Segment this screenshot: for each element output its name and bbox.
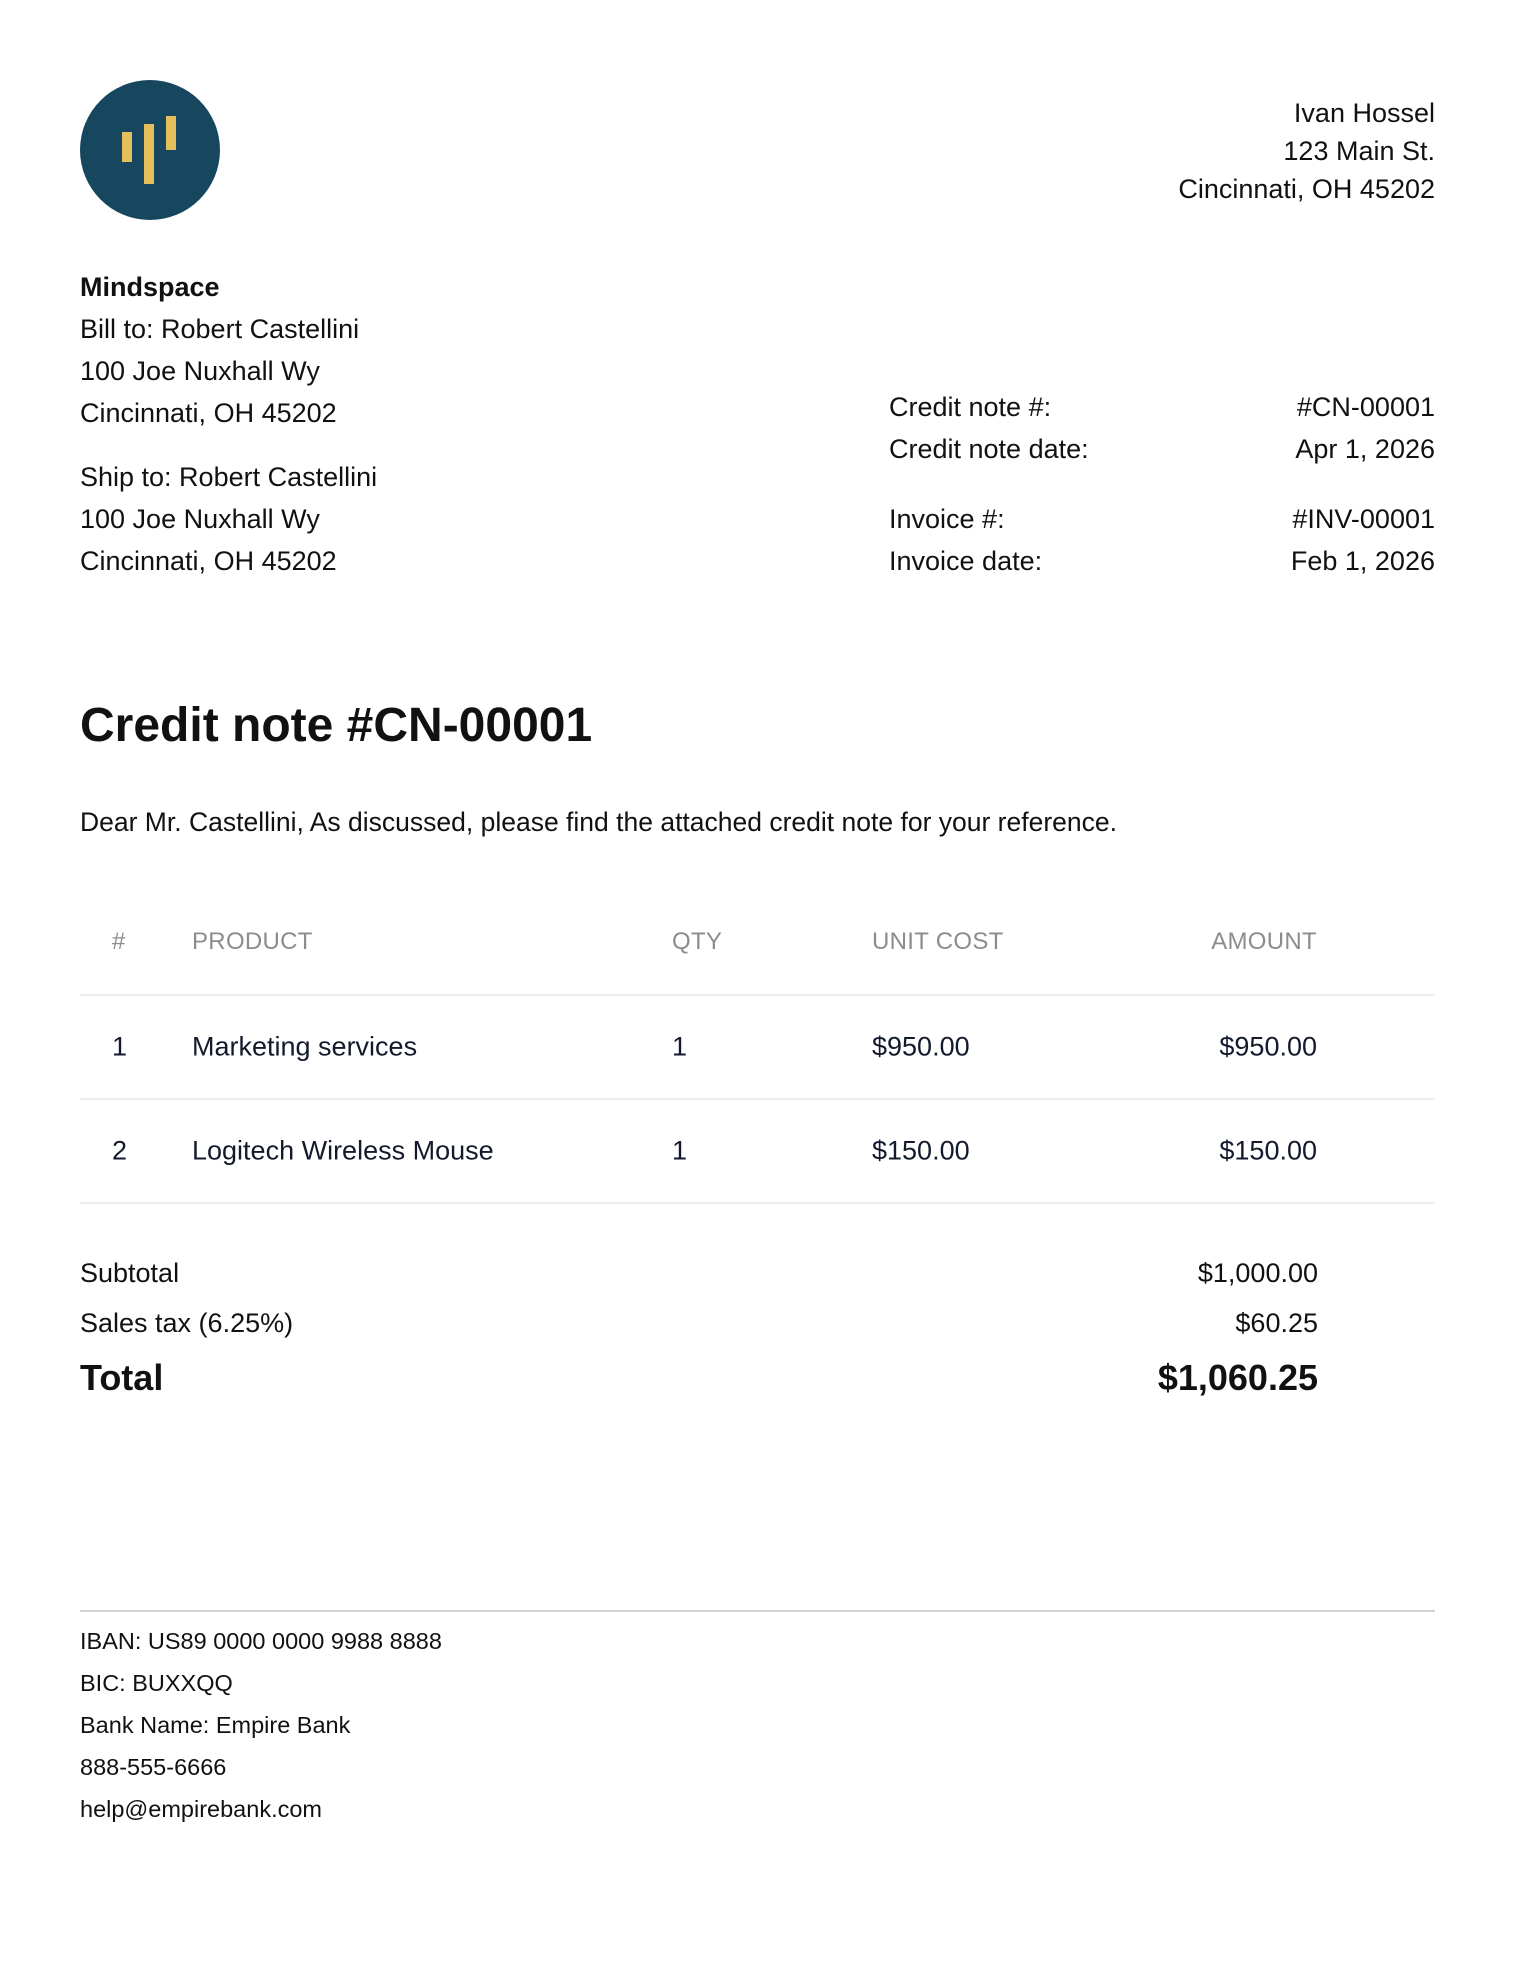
credit-note-number-row xyxy=(889,386,1435,428)
row-product: Logitech Wireless Mouse xyxy=(192,1135,494,1166)
bank-details xyxy=(80,1620,442,1830)
credit-note-number: #CN-00001 xyxy=(1296,392,1435,422)
bank-name: Bank Name: Empire Bank xyxy=(80,1712,351,1738)
header-unit-cost: UNIT COST xyxy=(872,928,1004,955)
invoice-date-row xyxy=(889,540,1435,582)
row-num: 2 xyxy=(112,1135,128,1166)
ship-to-line1: 100 Joe Nuxhall Wy xyxy=(80,504,320,534)
total-value: $1,060.25 xyxy=(1157,1357,1318,1398)
bill-to-line1: 100 Joe Nuxhall Wy xyxy=(80,356,320,386)
subtotal-label: Subtotal xyxy=(80,1258,180,1288)
invoice-meta xyxy=(889,498,1435,582)
invoice-number: #INV-00001 xyxy=(1292,504,1435,534)
credit-note-date: Apr 1, 2026 xyxy=(1295,434,1435,464)
page-title: Credit note #CN-00001 xyxy=(80,699,593,752)
credit-note-meta xyxy=(889,386,1435,470)
credit-note-date-row xyxy=(889,428,1435,470)
table-row xyxy=(80,1100,1435,1204)
row-amount: $950.00 xyxy=(1219,1031,1317,1062)
header-product: PRODUCT xyxy=(192,928,313,955)
header-amount: AMOUNT xyxy=(1211,928,1317,955)
row-qty: 1 xyxy=(672,1031,688,1062)
ship-to-block xyxy=(80,456,377,582)
invoice-number-label: Invoice #: xyxy=(889,504,1005,534)
bill-to-block xyxy=(80,266,359,434)
tax-value: $60.25 xyxy=(1235,1308,1318,1338)
table-row xyxy=(80,996,1435,1100)
subtotal-row xyxy=(80,1248,1318,1298)
row-num: 1 xyxy=(112,1031,128,1062)
footer-divider xyxy=(80,1610,1435,1612)
credit-note-number-label: Credit note #: xyxy=(889,392,1052,422)
bic: BIC: BUXXQQ xyxy=(80,1670,233,1696)
row-amount: $150.00 xyxy=(1219,1135,1317,1166)
invoice-date-label: Invoice date: xyxy=(889,546,1043,576)
table-header xyxy=(80,890,1435,996)
iban: IBAN: US89 0000 0000 9988 8888 xyxy=(80,1628,442,1654)
total-row xyxy=(80,1348,1318,1408)
header-num: # xyxy=(112,928,126,955)
bank-phone: 888-555-6666 xyxy=(80,1754,227,1780)
bill-to-name: Bill to: Robert Castellini xyxy=(80,314,360,344)
client-company: Mindspace xyxy=(80,272,220,302)
company-logo xyxy=(80,80,220,220)
totals-block xyxy=(80,1248,1318,1408)
intro-message: Dear Mr. Castellini, As discussed, please find the attached credit note for your reference. xyxy=(80,807,1117,837)
total-label: Total xyxy=(80,1357,164,1398)
bill-to-line2: Cincinnati, OH 45202 xyxy=(80,398,337,428)
line-items-table xyxy=(80,890,1435,1204)
ship-to-name: Ship to: Robert Castellini xyxy=(80,462,378,492)
invoice-number-row xyxy=(889,498,1435,540)
tax-row xyxy=(80,1298,1318,1348)
row-unit-cost: $150.00 xyxy=(872,1135,970,1166)
row-qty: 1 xyxy=(672,1135,688,1166)
header-qty: QTY xyxy=(672,928,723,955)
credit-note-date-label: Credit note date: xyxy=(889,434,1089,464)
sender-address-line1: 123 Main St. xyxy=(1283,136,1435,166)
row-unit-cost: $950.00 xyxy=(872,1031,970,1062)
ship-to-line2: Cincinnati, OH 45202 xyxy=(80,546,337,576)
row-product: Marketing services xyxy=(192,1031,418,1062)
bank-email: help@empirebank.com xyxy=(80,1796,322,1822)
sender-address xyxy=(1178,94,1435,208)
invoice-date: Feb 1, 2026 xyxy=(1290,546,1435,576)
subtotal-value: $1,000.00 xyxy=(1197,1258,1318,1288)
sender-name: Ivan Hossel xyxy=(1293,98,1435,128)
sender-address-line2: Cincinnati, OH 45202 xyxy=(1178,174,1435,204)
tax-label: Sales tax (6.25%) xyxy=(80,1308,294,1338)
